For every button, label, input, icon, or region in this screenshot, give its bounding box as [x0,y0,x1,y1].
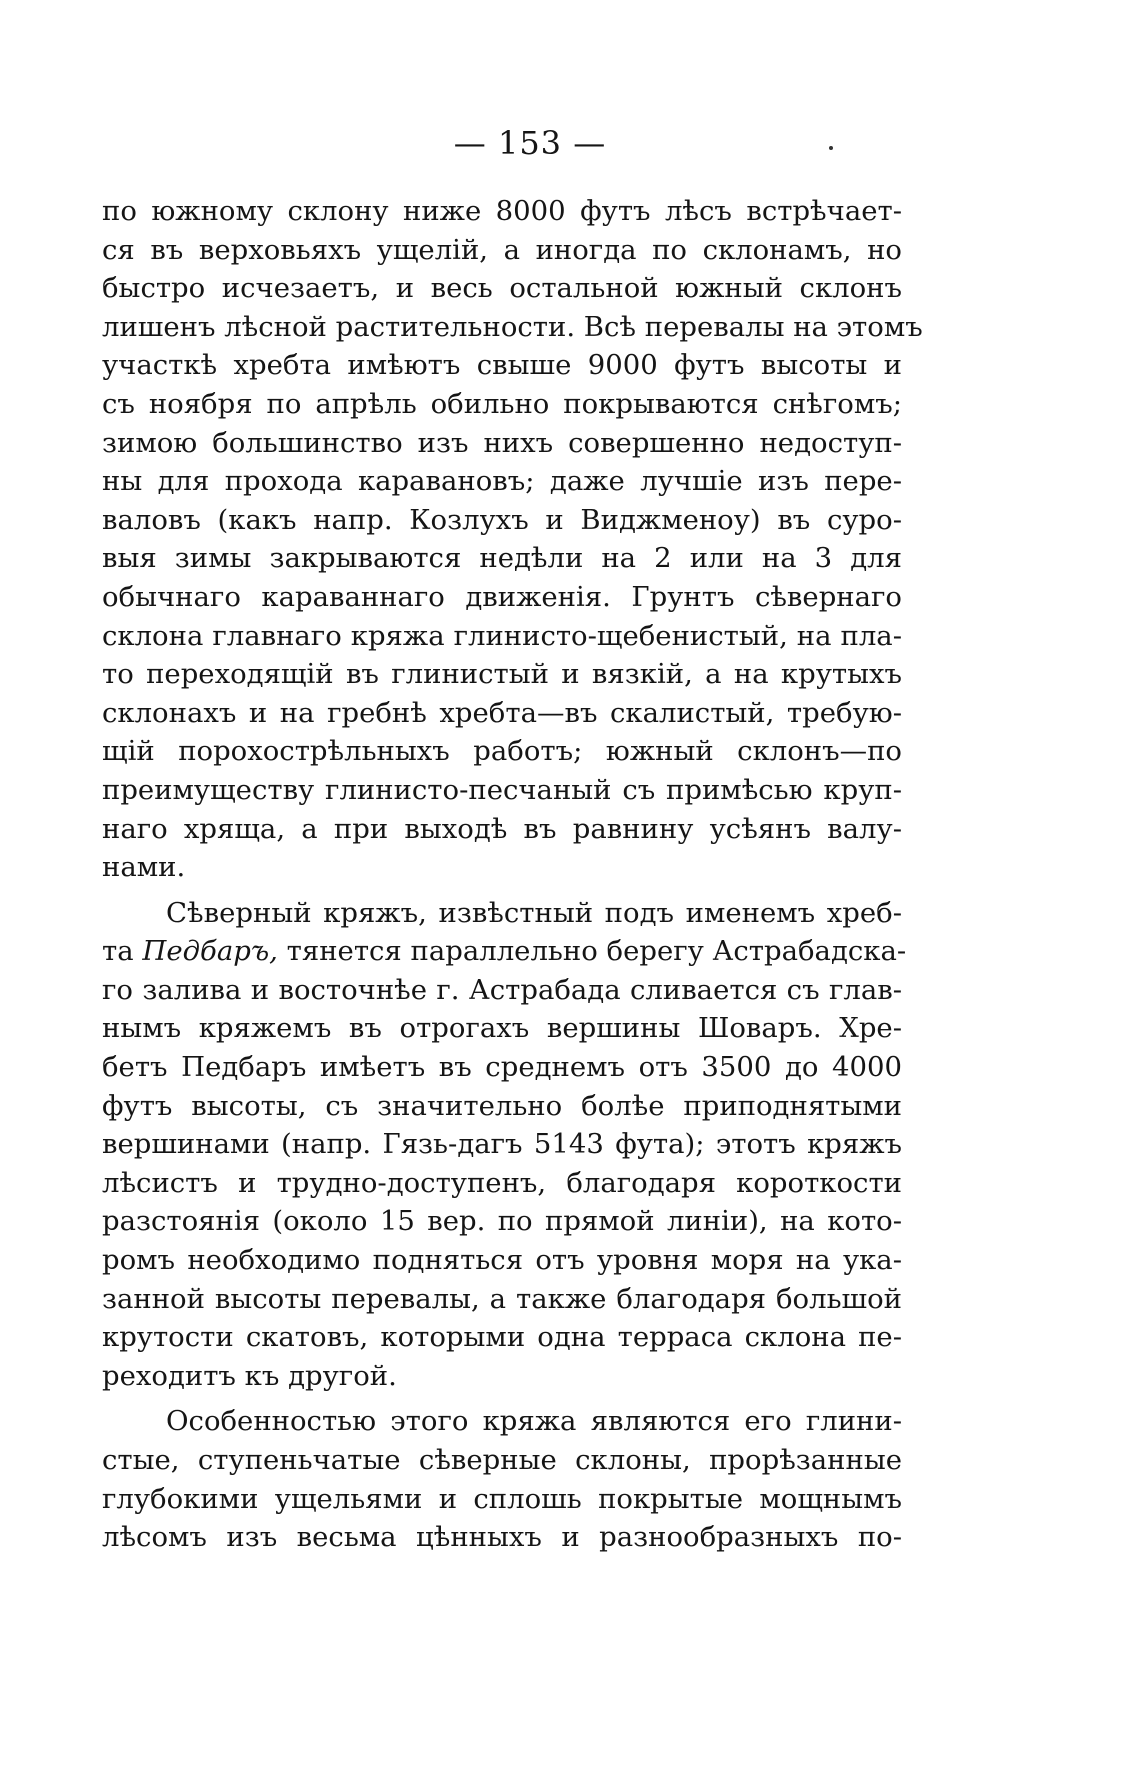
text-line: лѣсомъ изъ весьма цѣнныхъ и разнообразныхъ по- [102,1521,902,1554]
text-line: го залива и восточнѣе г. Астрабада сливается съ глав- [102,973,902,1006]
text-line: лѣсистъ и трудно-доступенъ, благодаря короткости [102,1166,902,1199]
text-line: участкѣ хребта имѣютъ свыше 9000 футъ высоты и [102,349,902,382]
text-line [102,932,907,971]
text-fragment: та [102,935,143,968]
text-line: реходитъ къ другой. [102,1359,397,1392]
print-speck [829,146,833,150]
text-line: щій порохострѣльныхъ работъ; южный склонъ—по [102,735,902,768]
text-line: вершинами (напр. Гязь-дагъ 5143 фута); этотъ кряжъ [102,1128,902,1161]
text-line: преимуществу глинисто-песчаный съ примѣсью круп- [102,773,902,806]
text-line: крутости скатовъ, которыми одна терраса склона пе- [102,1321,902,1354]
text-line: быстро исчезаетъ, и весь остальной южный склонъ [102,272,902,305]
text-line: футъ высоты, съ значительно болѣе приподнятыми [102,1089,902,1122]
text-line: Особенностью этого кряжа являются его глини- [166,1405,902,1438]
text-line: по южному склону ниже 8000 футъ лѣсъ встрѣчает- [102,195,902,227]
text-line: ся въ верховьяхъ ущелій, а иногда по склонамъ, но [102,233,902,266]
text-line: занной высоты перевалы, а также благодаря большой [102,1282,902,1315]
page-body [102,192,923,1557]
paragraph-2 [102,894,907,1396]
text-line: то переходящій въ глинистый и вязкій, а на крутыхъ [102,658,902,691]
text-line: обычнаго караваннаго движенія. Грунтъ сѣвернаго [102,580,902,613]
ridge-name-italic: Педбаръ, [142,935,278,968]
text-line: ромъ необходимо подняться отъ уровня моря на ука- [102,1244,902,1277]
text-line: валовъ (какъ напр. Козлухъ и Виджменоу) въ суро- [102,503,902,536]
text-line: ны для прохода каравановъ; даже лучшіе изъ пере- [102,465,902,498]
paragraph-1 [102,192,923,887]
text-line: глубокими ущельями и сплошь покрытые мощнымъ [102,1482,902,1515]
text-line: зимою большинство изъ нихъ совершенно недоступ- [102,426,902,459]
text-line: нами. [102,851,186,884]
text-line: Сѣверный кряжъ, извѣстный подъ именемъ хреб- [166,896,902,929]
text-line: стые, ступеньчатые сѣверные склоны, прорѣзанные [102,1444,902,1476]
text-line: нымъ кряжемъ въ отрогахъ вершины Шоваръ. Хре- [102,1012,902,1045]
text-line: склона главнаго кряжа глинисто-щебенистый, на пла- [102,619,902,652]
text-line: бетъ Педбаръ имѣетъ въ среднемъ отъ 3500 до 4000 [102,1051,902,1084]
paragraph-3 [102,1402,902,1556]
text-line: выя зимы закрываются недѣли на 2 или на 3 для [102,542,902,575]
text-line: съ ноября по апрѣль обильно покрываются снѣгомъ; [102,387,902,420]
text-line: наго хряща, а при выходѣ въ равнину усѣянъ валу- [102,812,902,845]
text-fragment: тянется параллельно берегу Астрабадска- [277,935,907,968]
text-line: склонахъ и на гребнѣ хребта—въ скалистый, требую- [102,696,902,729]
text-line: лишенъ лѣсной растительности. Всѣ перевалы на этомъ [102,310,923,343]
page-number: — 153 — [453,124,607,162]
text-line: разстоянія (около 15 вер. по прямой линіи), на кото- [102,1205,902,1238]
